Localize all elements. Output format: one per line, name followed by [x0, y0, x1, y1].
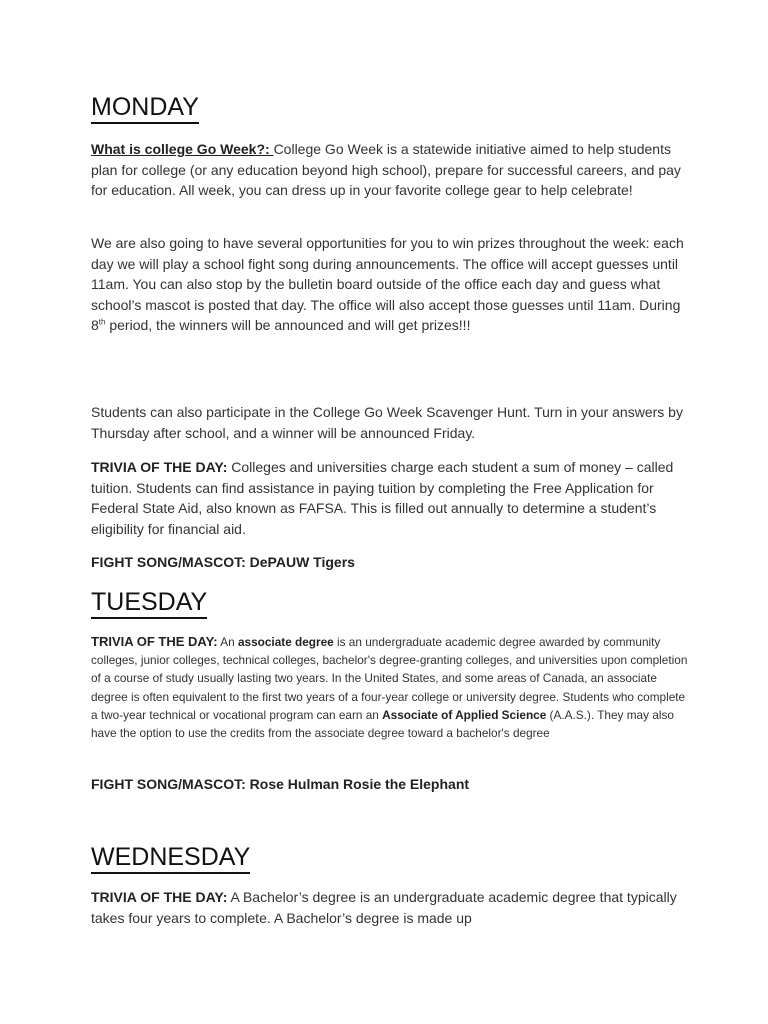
trivia-text-2: is an undergraduate academic degree awarded by community colleges, junior colleges, technical colleges, bachelor's degree-granting colleges, and universities upon completion of a course of study usually lasting two years. In the United States, and some areas of Canada, an associate degree is often equivalent to the first two years of a four-year college or university degree. Students who complete a two-year technical or vocational program can earn an [91, 635, 688, 722]
trivia-bold-1: associate degree [237, 635, 334, 649]
monday-prizes-paragraph [91, 233, 691, 336]
trivia-label: TRIVIA OF THE DAY: [91, 889, 228, 905]
trivia-text-3: (A.A.S.). They may also have the option to use the credits from the associate degree toward a bachelor's degree [91, 707, 674, 741]
monday-fight-song: FIGHT SONG/MASCOT: DePAUW Tigers [91, 554, 355, 570]
prizes-text-2: period, the winners will be announced and will get prizes!!! [105, 317, 471, 333]
trivia-label: TRIVIA OF THE DAY: [91, 459, 228, 475]
prizes-superscript: th [98, 317, 106, 327]
trivia-label: TRIVIA OF THE DAY: [91, 634, 218, 649]
intro-label: What is college Go Week?: [91, 141, 274, 157]
trivia-bold-2: Associate of Applied Science [382, 707, 547, 722]
prizes-text-1: We are also going to have several opportunities for you to win prizes throughout the week: each day we will play a school fight song during announcements. The office will accept guesses until 11am. You can also stop by the bulletin board outside of the office each day and guess what school’s mascot is posted that day. The office will also accept those guesses until 11am. During 8 [91, 235, 684, 333]
tuesday-fight-song: FIGHT SONG/MASCOT: Rose Hulman Rosie the Elephant [91, 776, 470, 792]
monday-intro-paragraph [91, 139, 691, 201]
wednesday-heading: WEDNESDAY [91, 843, 250, 874]
monday-heading: MONDAY [91, 93, 199, 124]
monday-trivia-paragraph [91, 457, 691, 539]
wednesday-trivia-paragraph [91, 887, 691, 928]
tuesday-heading: TUESDAY [91, 588, 207, 619]
monday-scavenger-paragraph: Students can also participate in the College Go Week Scavenger Hunt. Turn in your answers by Thursday after school, and a winner will be announced Friday. [91, 404, 683, 441]
tuesday-trivia-paragraph [91, 633, 691, 742]
trivia-text: A Bachelor’s degree is an undergraduate academic degree that typically takes four years to complete. A Bachelor’s degree is made up [91, 889, 677, 926]
trivia-text: Colleges and universities charge each student a sum of money – called tuition. Students can find assistance in paying tuition by completing the Free Application for Federal State Aid, also known as FAFSA. This is filled out annually to determine a student’s eligibility for financial aid. [91, 459, 674, 537]
intro-text: College Go Week is a statewide initiative aimed to help students plan for college (or any education beyond high school), prepare for successful careers, and pay for education. All week, you can dress up in your favorite college gear to help celebrate! [91, 141, 681, 198]
trivia-text-1: An [217, 635, 238, 649]
